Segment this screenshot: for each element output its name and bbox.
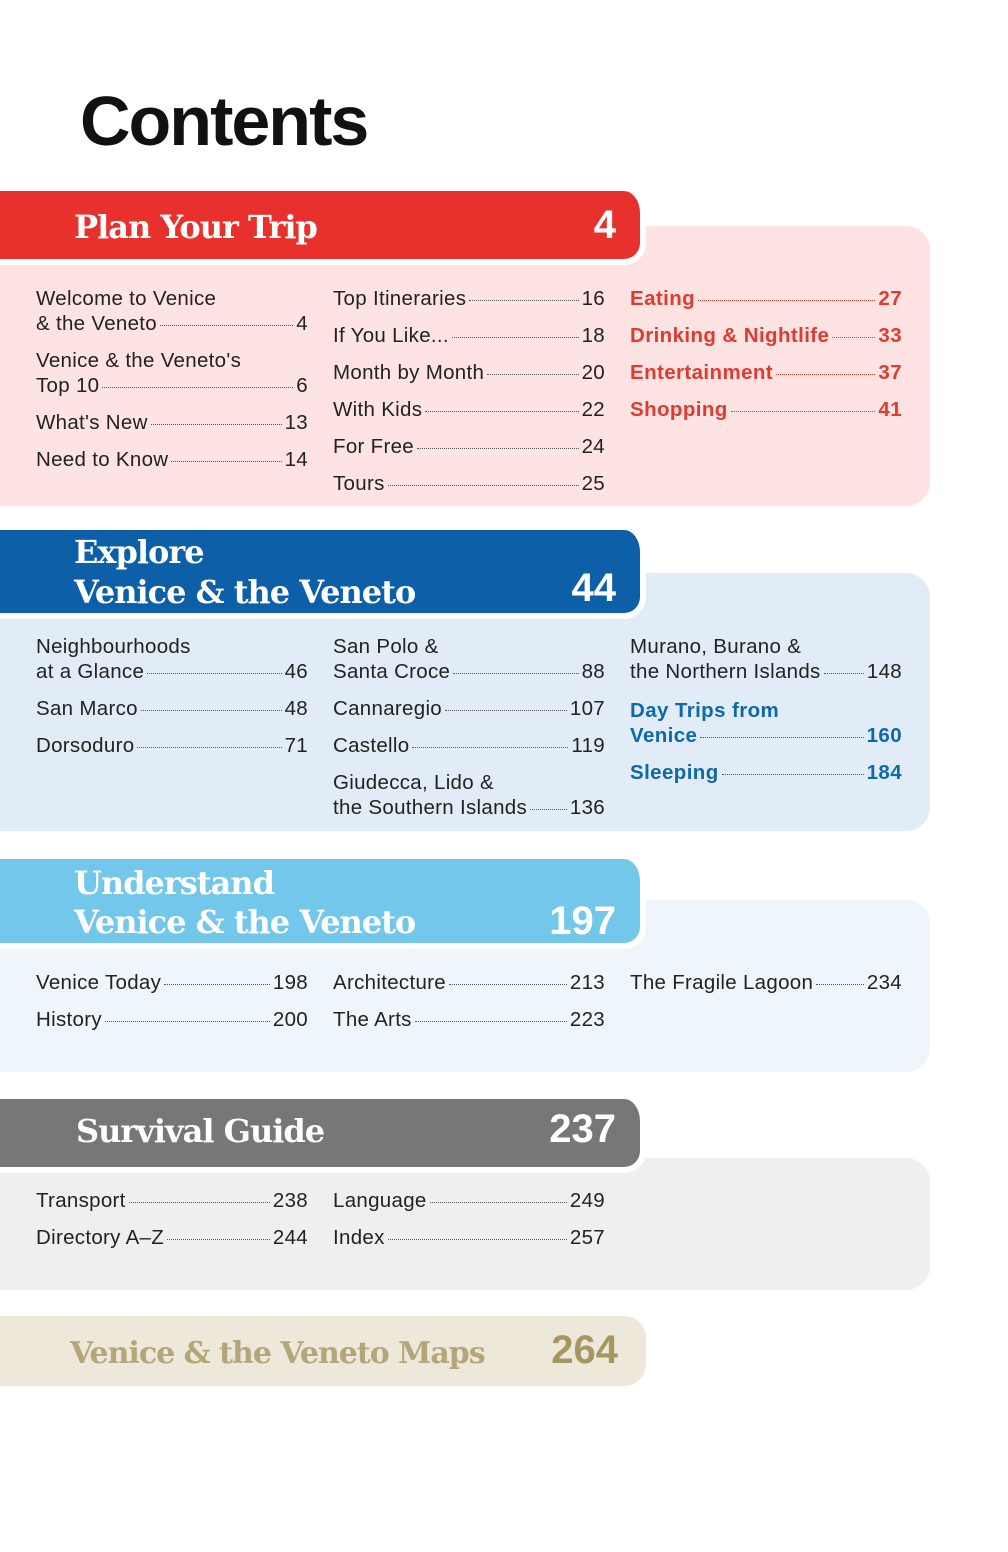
toc-entry-label: The Arts	[333, 1008, 412, 1031]
toc-entry-page-number: 16	[581, 287, 605, 310]
toc-entry-label: Top 10	[36, 374, 100, 397]
toc-entry-page-number: 119	[571, 734, 605, 757]
toc-entry[interactable]	[630, 760, 902, 785]
toc-entry-label: Tours	[333, 472, 385, 495]
toc-entry-label: Month by Month	[333, 361, 485, 384]
toc-entry[interactable]	[630, 360, 902, 385]
toc-entry[interactable]	[36, 970, 308, 995]
toc-entry[interactable]	[36, 286, 308, 336]
toc-entry-page-number: 107	[569, 697, 605, 720]
toc-entry[interactable]	[333, 634, 605, 684]
dot-leader	[167, 1239, 270, 1240]
toc-entry-label: Top Itineraries	[333, 287, 467, 310]
toc-entry[interactable]	[333, 471, 605, 496]
toc-entry[interactable]	[333, 1225, 605, 1250]
dot-leader	[449, 984, 567, 985]
toc-entry-page-number: 48	[284, 697, 308, 720]
dot-leader	[425, 411, 578, 412]
explore-col1	[36, 634, 308, 770]
explore-col2	[333, 634, 605, 832]
toc-entry[interactable]	[333, 286, 605, 311]
dot-leader	[147, 673, 281, 674]
toc-entry-label: Entertainment	[630, 361, 774, 384]
toc-entry-page-number: 33	[878, 324, 902, 347]
toc-entry-label: Index	[333, 1226, 385, 1249]
toc-entry-page-number: 184	[866, 761, 902, 784]
dot-leader	[776, 374, 875, 375]
toc-entry-label-line1: Venice & the Veneto's	[36, 349, 242, 372]
dot-leader	[832, 337, 875, 338]
toc-entry[interactable]	[630, 698, 902, 748]
dot-leader	[417, 448, 579, 449]
dot-leader	[469, 300, 578, 301]
dot-leader	[731, 411, 876, 412]
toc-entry[interactable]	[36, 696, 308, 721]
toc-entry-label: Shopping	[630, 398, 728, 421]
dot-leader	[388, 485, 579, 486]
dot-leader	[530, 809, 567, 810]
toc-entry-label: The Fragile Lagoon	[630, 971, 814, 994]
toc-entry-page-number: 223	[569, 1008, 605, 1031]
toc-entry-page-number: 160	[866, 724, 902, 747]
toc-entry-label: What's New	[36, 411, 148, 434]
dot-leader	[698, 300, 875, 301]
toc-entry-page-number: 234	[866, 971, 902, 994]
survival-col2	[333, 1188, 605, 1262]
toc-entry[interactable]	[333, 696, 605, 721]
explore-title-line2: Venice & the Veneto	[74, 573, 416, 611]
toc-entry-page-number: 249	[569, 1189, 605, 1212]
toc-entry[interactable]	[36, 733, 308, 758]
toc-entry-label: Language	[333, 1189, 427, 1212]
plan-col2	[333, 286, 605, 508]
toc-entry-label: the Southern Islands	[333, 796, 528, 819]
understand-col2	[333, 970, 605, 1044]
toc-entry-page-number: 244	[272, 1226, 308, 1249]
toc-entry-label-line1: San Polo &	[333, 635, 439, 658]
survival-page-number: 237	[549, 1107, 616, 1151]
toc-entry-page-number: 25	[581, 472, 605, 495]
understand-header[interactable]	[0, 859, 646, 949]
toc-entry-label: Need to Know	[36, 448, 169, 471]
survival-title: Survival Guide	[76, 1112, 325, 1150]
toc-entry-label: Santa Croce	[333, 660, 451, 683]
toc-entry-page-number: 200	[272, 1008, 308, 1031]
toc-entry-label: Directory A–Z	[36, 1226, 165, 1249]
dot-leader	[151, 424, 282, 425]
plan-col1	[36, 286, 308, 484]
toc-entry[interactable]	[333, 733, 605, 758]
toc-entry-page-number: 13	[284, 411, 308, 434]
explore-header[interactable]	[0, 530, 646, 619]
maps-header[interactable]	[0, 1316, 646, 1386]
dot-leader	[171, 461, 281, 462]
toc-entry-page-number: 71	[284, 734, 308, 757]
toc-entry-label: & the Veneto	[36, 312, 158, 335]
toc-entry-label: Drinking & Nightlife	[630, 324, 830, 347]
toc-entry-label: at a Glance	[36, 660, 145, 683]
toc-entry-page-number: 24	[581, 435, 605, 458]
toc-entry-page-number: 18	[581, 324, 605, 347]
toc-entry-label: Sleeping	[630, 761, 719, 784]
dot-leader	[164, 984, 270, 985]
page-title: Contents	[80, 82, 368, 160]
toc-entry-label: Dorsoduro	[36, 734, 135, 757]
dot-leader	[412, 747, 568, 748]
toc-entry-page-number: 20	[581, 361, 605, 384]
toc-entry[interactable]	[630, 286, 902, 311]
toc-entry-label: Architecture	[333, 971, 446, 994]
toc-entry[interactable]	[36, 634, 308, 684]
dot-leader	[430, 1202, 567, 1203]
dot-leader	[160, 325, 293, 326]
toc-entry-label: Venice	[630, 724, 698, 747]
toc-entry-page-number: 6	[296, 374, 308, 397]
toc-entry[interactable]	[333, 1188, 605, 1213]
toc-entry-label: Transport	[36, 1189, 126, 1212]
maps-page-number: 264	[551, 1328, 618, 1372]
dot-leader	[388, 1239, 567, 1240]
toc-entry-page-number: 198	[272, 971, 308, 994]
survival-col1	[36, 1188, 308, 1262]
understand-col3	[630, 970, 902, 1007]
toc-entry[interactable]	[630, 397, 902, 422]
toc-entry[interactable]	[630, 634, 902, 684]
understand-page-number: 197	[549, 899, 616, 943]
dot-leader	[141, 710, 282, 711]
toc-entry[interactable]	[333, 323, 605, 348]
explore-col3-bold	[630, 698, 902, 797]
dot-leader	[487, 374, 578, 375]
dot-leader	[105, 1021, 270, 1022]
dot-leader	[452, 337, 579, 338]
explore-col3	[630, 634, 902, 696]
toc-entry-label-line1: Giudecca, Lido &	[333, 771, 494, 794]
toc-entry-page-number: 88	[581, 660, 605, 683]
maps-title: Venice & the Veneto Maps	[70, 1336, 485, 1371]
dot-leader	[824, 673, 864, 674]
dot-leader	[137, 747, 281, 748]
toc-entry[interactable]	[630, 323, 902, 348]
plan-col3	[630, 286, 902, 434]
toc-entry-page-number: 213	[569, 971, 605, 994]
toc-entry[interactable]	[333, 434, 605, 459]
plan-title: Plan Your Trip	[74, 208, 317, 246]
toc-entry-label: If You Like...	[333, 324, 449, 347]
explore-page-number: 44	[571, 566, 616, 610]
toc-entry-label-line1: Neighbourhoods	[36, 635, 191, 658]
toc-entry-label: Castello	[333, 734, 410, 757]
toc-entry-label-line1: Day Trips from	[630, 699, 780, 722]
dot-leader	[453, 673, 578, 674]
dot-leader	[722, 774, 864, 775]
dot-leader	[445, 710, 567, 711]
dot-leader	[415, 1021, 567, 1022]
understand-col1	[36, 970, 308, 1044]
toc-entry-page-number: 37	[878, 361, 902, 384]
understand-title-line2: Venice & the Veneto	[74, 903, 416, 941]
toc-entry[interactable]	[36, 348, 308, 398]
toc-entry-label: the Northern Islands	[630, 660, 821, 683]
toc-entry-page-number: 238	[272, 1189, 308, 1212]
toc-entry-page-number: 257	[569, 1226, 605, 1249]
toc-entry[interactable]	[36, 1188, 308, 1213]
toc-entry-label: For Free	[333, 435, 414, 458]
dot-leader	[816, 984, 864, 985]
toc-entry-label: San Marco	[36, 697, 138, 720]
toc-entry[interactable]	[36, 410, 308, 435]
toc-entry-label-line1: Murano, Burano &	[630, 635, 802, 658]
toc-entry-page-number: 4	[296, 312, 308, 335]
toc-entry[interactable]	[36, 1007, 308, 1032]
toc-entry-page-number: 22	[581, 398, 605, 421]
toc-entry-page-number: 148	[866, 660, 902, 683]
toc-entry-page-number: 27	[878, 287, 902, 310]
toc-entry[interactable]	[630, 970, 902, 995]
plan-page-number: 4	[593, 203, 616, 247]
toc-entry[interactable]	[333, 770, 605, 820]
toc-entry-page-number: 46	[284, 660, 308, 683]
understand-title-line1: Understand	[74, 864, 274, 902]
dot-leader	[102, 387, 293, 388]
toc-entry-label: With Kids	[333, 398, 423, 421]
survival-header[interactable]	[0, 1099, 646, 1173]
dot-leader	[700, 737, 863, 738]
toc-entry-page-number: 14	[284, 448, 308, 471]
toc-entry-label-line1: Welcome to Venice	[36, 287, 217, 310]
plan-header[interactable]	[0, 191, 646, 265]
toc-entry[interactable]	[333, 360, 605, 385]
toc-entry[interactable]	[333, 970, 605, 995]
toc-entry-page-number: 136	[569, 796, 605, 819]
toc-entry[interactable]	[333, 397, 605, 422]
toc-entry-label: Eating	[630, 287, 696, 310]
toc-entry-label: Venice Today	[36, 971, 162, 994]
toc-entry-label: History	[36, 1008, 102, 1031]
toc-entry[interactable]	[36, 1225, 308, 1250]
toc-entry-page-number: 41	[878, 398, 902, 421]
dot-leader	[129, 1202, 270, 1203]
explore-title-line1: Explore	[74, 533, 204, 571]
toc-entry-label: Cannaregio	[333, 697, 442, 720]
toc-entry[interactable]	[333, 1007, 605, 1032]
toc-entry[interactable]	[36, 447, 308, 472]
